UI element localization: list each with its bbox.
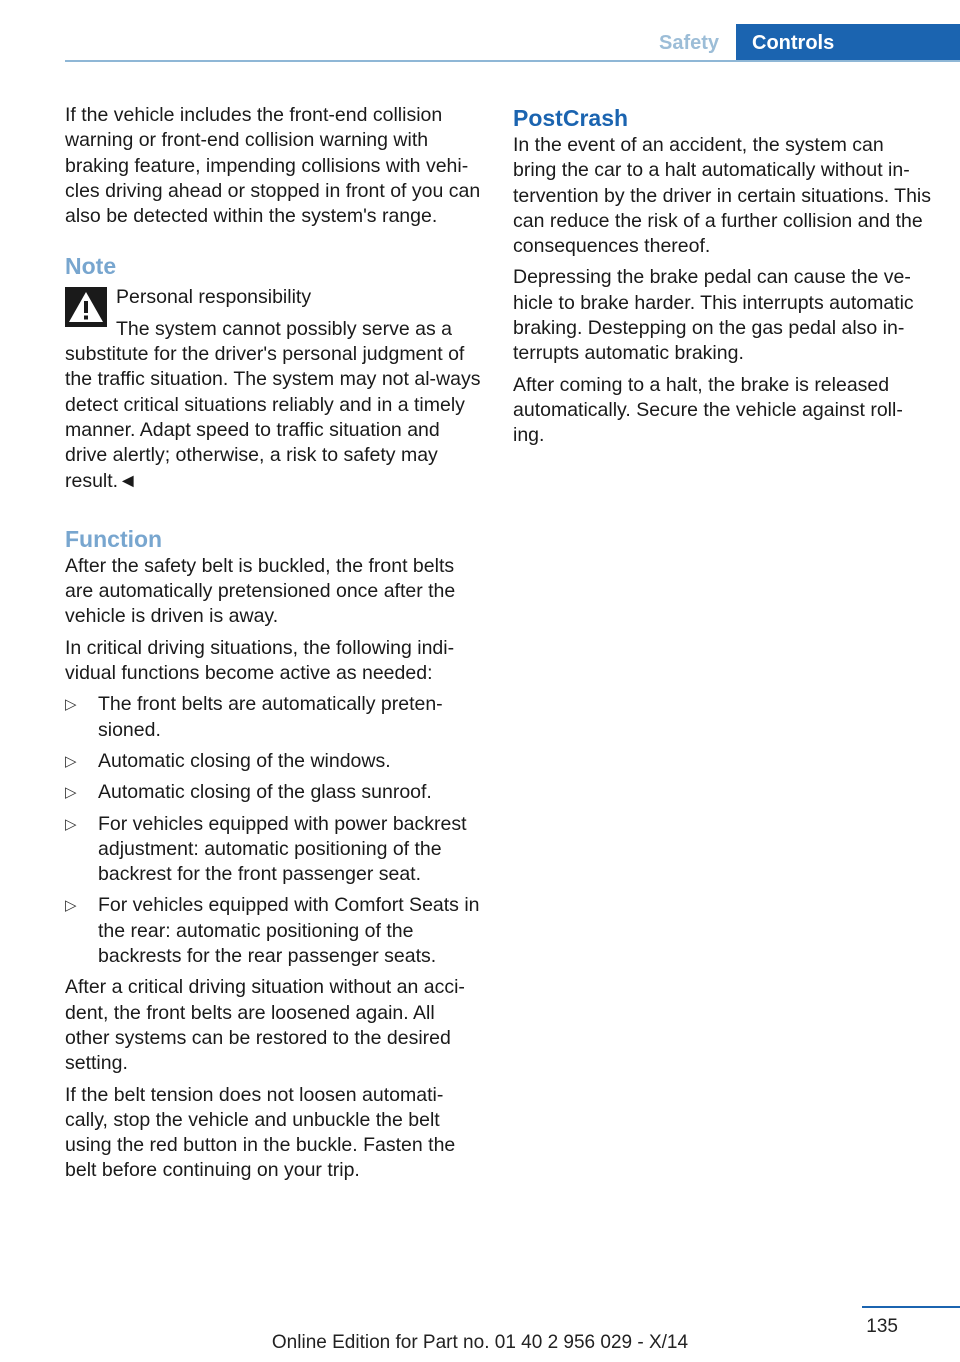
intro-paragraph: If the vehicle includes the front-end collision warning or front-end collision warning with braking feature, impending collisions with vehi-cles driving ahead or stopped in front of you can also be detected within the system's range. — [65, 104, 481, 228]
list-item: ▷ Automatic closing of the glass sunroof. — [65, 780, 483, 805]
function-paragraph-1: After the safety belt is buckled, the front belts are automatically pretensioned once after the vehicle is driven is away. — [65, 554, 456, 628]
triangle-bullet-icon: ▷ — [65, 784, 77, 802]
right-column — [513, 103, 931, 455]
footer-rule — [862, 1306, 960, 1308]
list-item: ▷ Automatic closing of the windows. — [65, 749, 483, 774]
note-title: Personal responsibility — [116, 286, 312, 309]
list-item: ▷ For vehicles equipped with Comfort Seats in the rear: automatic positioning of the backrests for the rear passenger seats. — [65, 894, 480, 968]
page-header — [0, 24, 960, 62]
note-text — [65, 317, 483, 494]
postcrash-paragraph-1: In the event of an accident, the system can bring the car to a halt automatically without in-tervention by the driver in certain situations. This can reduce the risk of a further collision and the consequences thereof. — [513, 134, 932, 258]
chapter-tab-controls: Controls — [736, 24, 960, 62]
section-tab-safety: Safety — [658, 32, 720, 54]
left-column — [65, 103, 483, 1190]
function-paragraph-4: If the belt tension does not loosen automati-cally, stop the vehicle and unbuckle the belt using the red button in the buckle. Fasten the belt before continuing on your trip. — [65, 1083, 456, 1182]
function-paragraph-3: After a critical driving situation without an acci-dent, the front belts are loosened again. All other systems can be restored to the desired setting. — [65, 976, 465, 1075]
postcrash-heading: PostCrash — [513, 105, 629, 131]
function-heading: Function — [65, 525, 163, 552]
note-heading: Note — [65, 253, 117, 280]
note-block — [65, 285, 483, 493]
postcrash-paragraph-2: Depressing the brake pedal can cause the ve-hicle to brake harder. This interrupts automatic braking. Destepping on the gas pedal also in-terrupts automatic braking. — [513, 266, 914, 365]
page-number: 135 — [866, 1316, 898, 1337]
note-text-body: The system cannot possibly serve as a substitute for the driver's personal judgment of the traffic situation. The system may not al-ways detect critical situations reliably and in a timely manner. Adapt speed to traffic situation and drive alertly; otherwise, a risk to safety may result.◄ — [65, 317, 481, 492]
triangle-bullet-icon: ▷ — [65, 815, 77, 833]
triangle-bullet-icon: ▷ — [65, 752, 77, 770]
triangle-bullet-icon: ▷ — [65, 897, 77, 915]
function-paragraph-2: In critical driving situations, the following indi-vidual functions become active as needed: — [65, 636, 455, 685]
list-item: ▷ The front belts are automatically preten-sioned. — [65, 693, 443, 741]
postcrash-paragraph-3: After coming to a halt, the brake is released automatically. Secure the vehicle against roll-ing. — [513, 373, 903, 447]
triangle-bullet-icon: ▷ — [65, 696, 77, 714]
function-list — [65, 692, 483, 969]
list-item: ▷ For vehicles equipped with power backrest adjustment: automatic positioning of the backrest for the front passenger seat. — [65, 812, 467, 886]
edition-line: Online Edition for Part no. 01 40 2 956 029 - X/14 — [271, 1332, 689, 1353]
warning-triangle-icon — [65, 287, 107, 327]
header-rule — [65, 60, 960, 62]
